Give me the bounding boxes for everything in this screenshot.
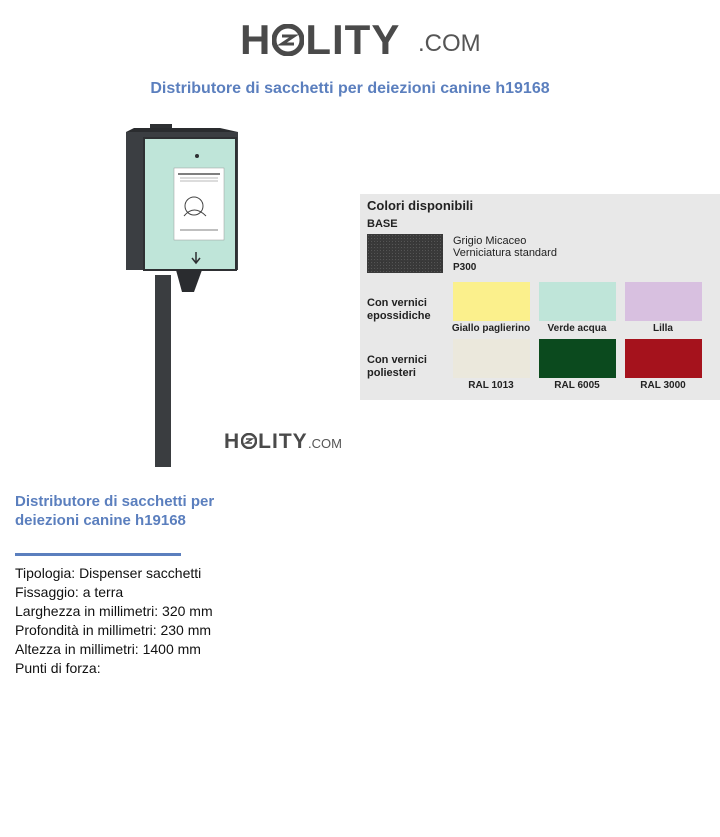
swatch-label: RAL 1013	[468, 380, 514, 391]
color-swatch-ral-3000	[625, 339, 702, 378]
spec-list	[15, 564, 213, 678]
product-logo-wordmark	[224, 430, 308, 454]
swatch-label: Giallo paglierino	[451, 323, 531, 334]
group-label-line1: Con vernici	[367, 297, 427, 309]
color-swatch-giallo	[453, 282, 530, 321]
logo-wordmark	[240, 18, 400, 62]
swatch-label: Verde acqua	[547, 323, 607, 334]
base-color-swatch	[367, 234, 443, 273]
title-divider	[15, 553, 181, 556]
product-logo-letters-lity: LITY	[258, 430, 308, 453]
color-swatch-ral-1013	[453, 339, 530, 378]
color-swatch-ral-6005	[539, 339, 616, 378]
logo-dotcom: .COM	[418, 30, 481, 57]
spec-item: Punti di forza:	[15, 660, 101, 676]
product-logo-letter-h: H	[224, 430, 241, 453]
swatch-label: RAL 6005	[554, 380, 600, 391]
group-label-polyester	[367, 354, 447, 380]
spec-item: Altezza in millimetri: 1400 mm	[15, 641, 201, 657]
holity-logo[interactable]	[240, 14, 490, 64]
base-color-code: P300	[453, 262, 477, 273]
spec-item: Profondità in millimetri: 230 mm	[15, 622, 212, 638]
spec-item: Fissaggio: a terra	[15, 584, 124, 600]
color-swatch-lilla	[625, 282, 702, 321]
swatch-label: RAL 3000	[640, 380, 686, 391]
product-title: Distributore di sacchetti per deiezioni canine h19168	[15, 493, 215, 529]
group-label-line2: epossidiche	[367, 310, 431, 322]
product-logo-o-icon	[241, 433, 257, 449]
product-image	[110, 120, 350, 470]
base-name-line2: Verniciatura standard	[453, 247, 557, 259]
spec-item: Tipologia: Dispenser sacchetti	[15, 565, 202, 581]
spec-item: Larghezza in millimetri: 320 mm	[15, 603, 213, 619]
product-logo-dotcom: .COM	[308, 436, 342, 451]
group-label-epoxy	[367, 297, 447, 323]
color-chart	[360, 194, 720, 400]
color-chart-title: Colori disponibili	[367, 198, 474, 213]
logo-letters-lity: LITY	[305, 16, 401, 63]
logo-o-icon	[272, 24, 304, 56]
swatch-label: Lilla	[652, 323, 673, 334]
color-swatch-verde-acqua	[539, 282, 616, 321]
product-logo	[224, 430, 344, 454]
base-color-name	[453, 235, 557, 259]
logo-letter-h: H	[240, 16, 272, 63]
base-name-line1: Grigio Micaceo	[453, 235, 527, 247]
group-label-line2: poliesteri	[367, 367, 416, 379]
group-label-line1: Con vernici	[367, 354, 427, 366]
base-label: BASE	[367, 218, 398, 230]
page-title: Distributore di sacchetti per deiezioni canine h19168	[150, 80, 550, 97]
